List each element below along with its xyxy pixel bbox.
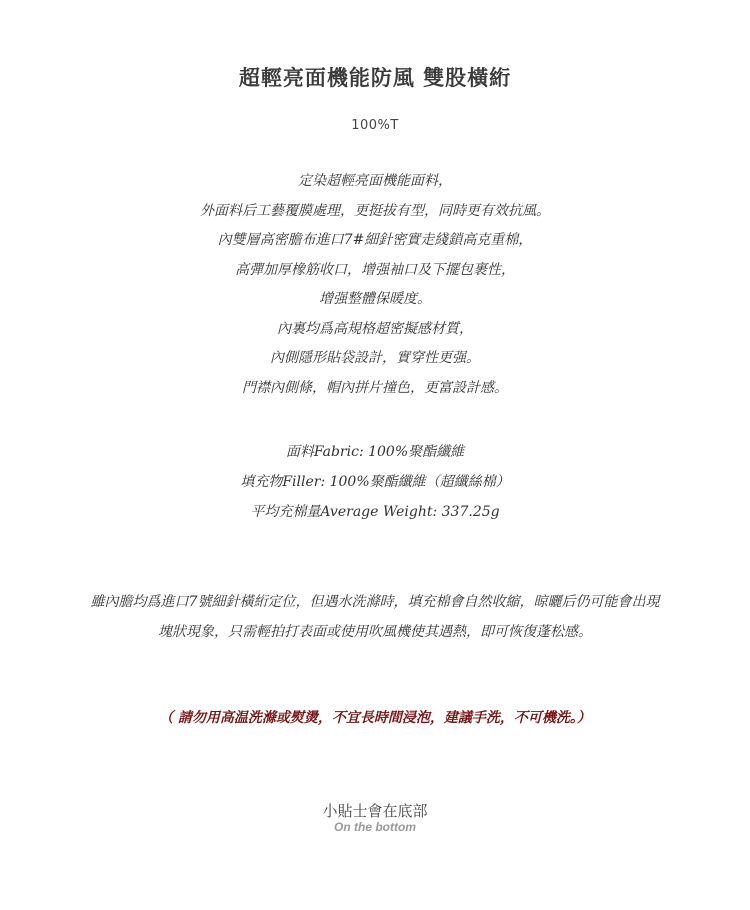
footer-tip-en: On the bottom (334, 820, 416, 834)
spec-fabric: 面料Fabric: 100%聚酯纖維 (285, 444, 465, 460)
description-line: 外面料后工藝覆膜處理，更挺拔有型，同時更有效抗風。 (200, 202, 550, 219)
description-line: 門襟內側條，帽內拼片撞色，更富設計感。 (242, 379, 508, 396)
product-subtitle: 100%T (351, 118, 399, 133)
notice-line: 雖內膽均爲進口7號細針橫絎定位，但遇水洗滌時，填充棉會自然收縮，晾曬后仍可能會出現 (90, 594, 660, 610)
notice-line: 塊狀現象，只需輕拍打表面或使用吹風機使其遇熱，即可恢復蓬松感。 (158, 624, 592, 640)
spec-weight: 平均充棉量Average Weight: 337.25g (250, 504, 500, 520)
product-title: 超輕亮面機能防風 雙股橫絎 (238, 65, 512, 90)
description-line: 內裏均爲高規格超密擬感材質， (277, 320, 473, 337)
footer-tip: 小貼士會在底部 (322, 802, 428, 820)
description-line: 定染超輕亮面機能面料， (298, 173, 452, 189)
spec-filler: 填充物Filler: 100%聚酯纖維（超纖絲棉） (240, 474, 510, 490)
notice-block (0, 587, 750, 647)
description-line: 內雙層高密膽布進口7#細針密實走綫鎖高克重棉， (217, 232, 533, 248)
description-line: 高彈加厚橡筋收口，增强袖口及下擺包裹性， (235, 261, 515, 278)
care-warning: （ 請勿用高温洗滌或熨燙，不宜長時間浸泡，建議手洗，不可機洗。） (159, 710, 591, 726)
description-line: 增强整體保暖度。 (319, 291, 431, 307)
description-block (0, 167, 750, 403)
description-line: 內側隱形貼袋設計，實穿性更强。 (270, 350, 480, 366)
specs-block (0, 437, 750, 527)
